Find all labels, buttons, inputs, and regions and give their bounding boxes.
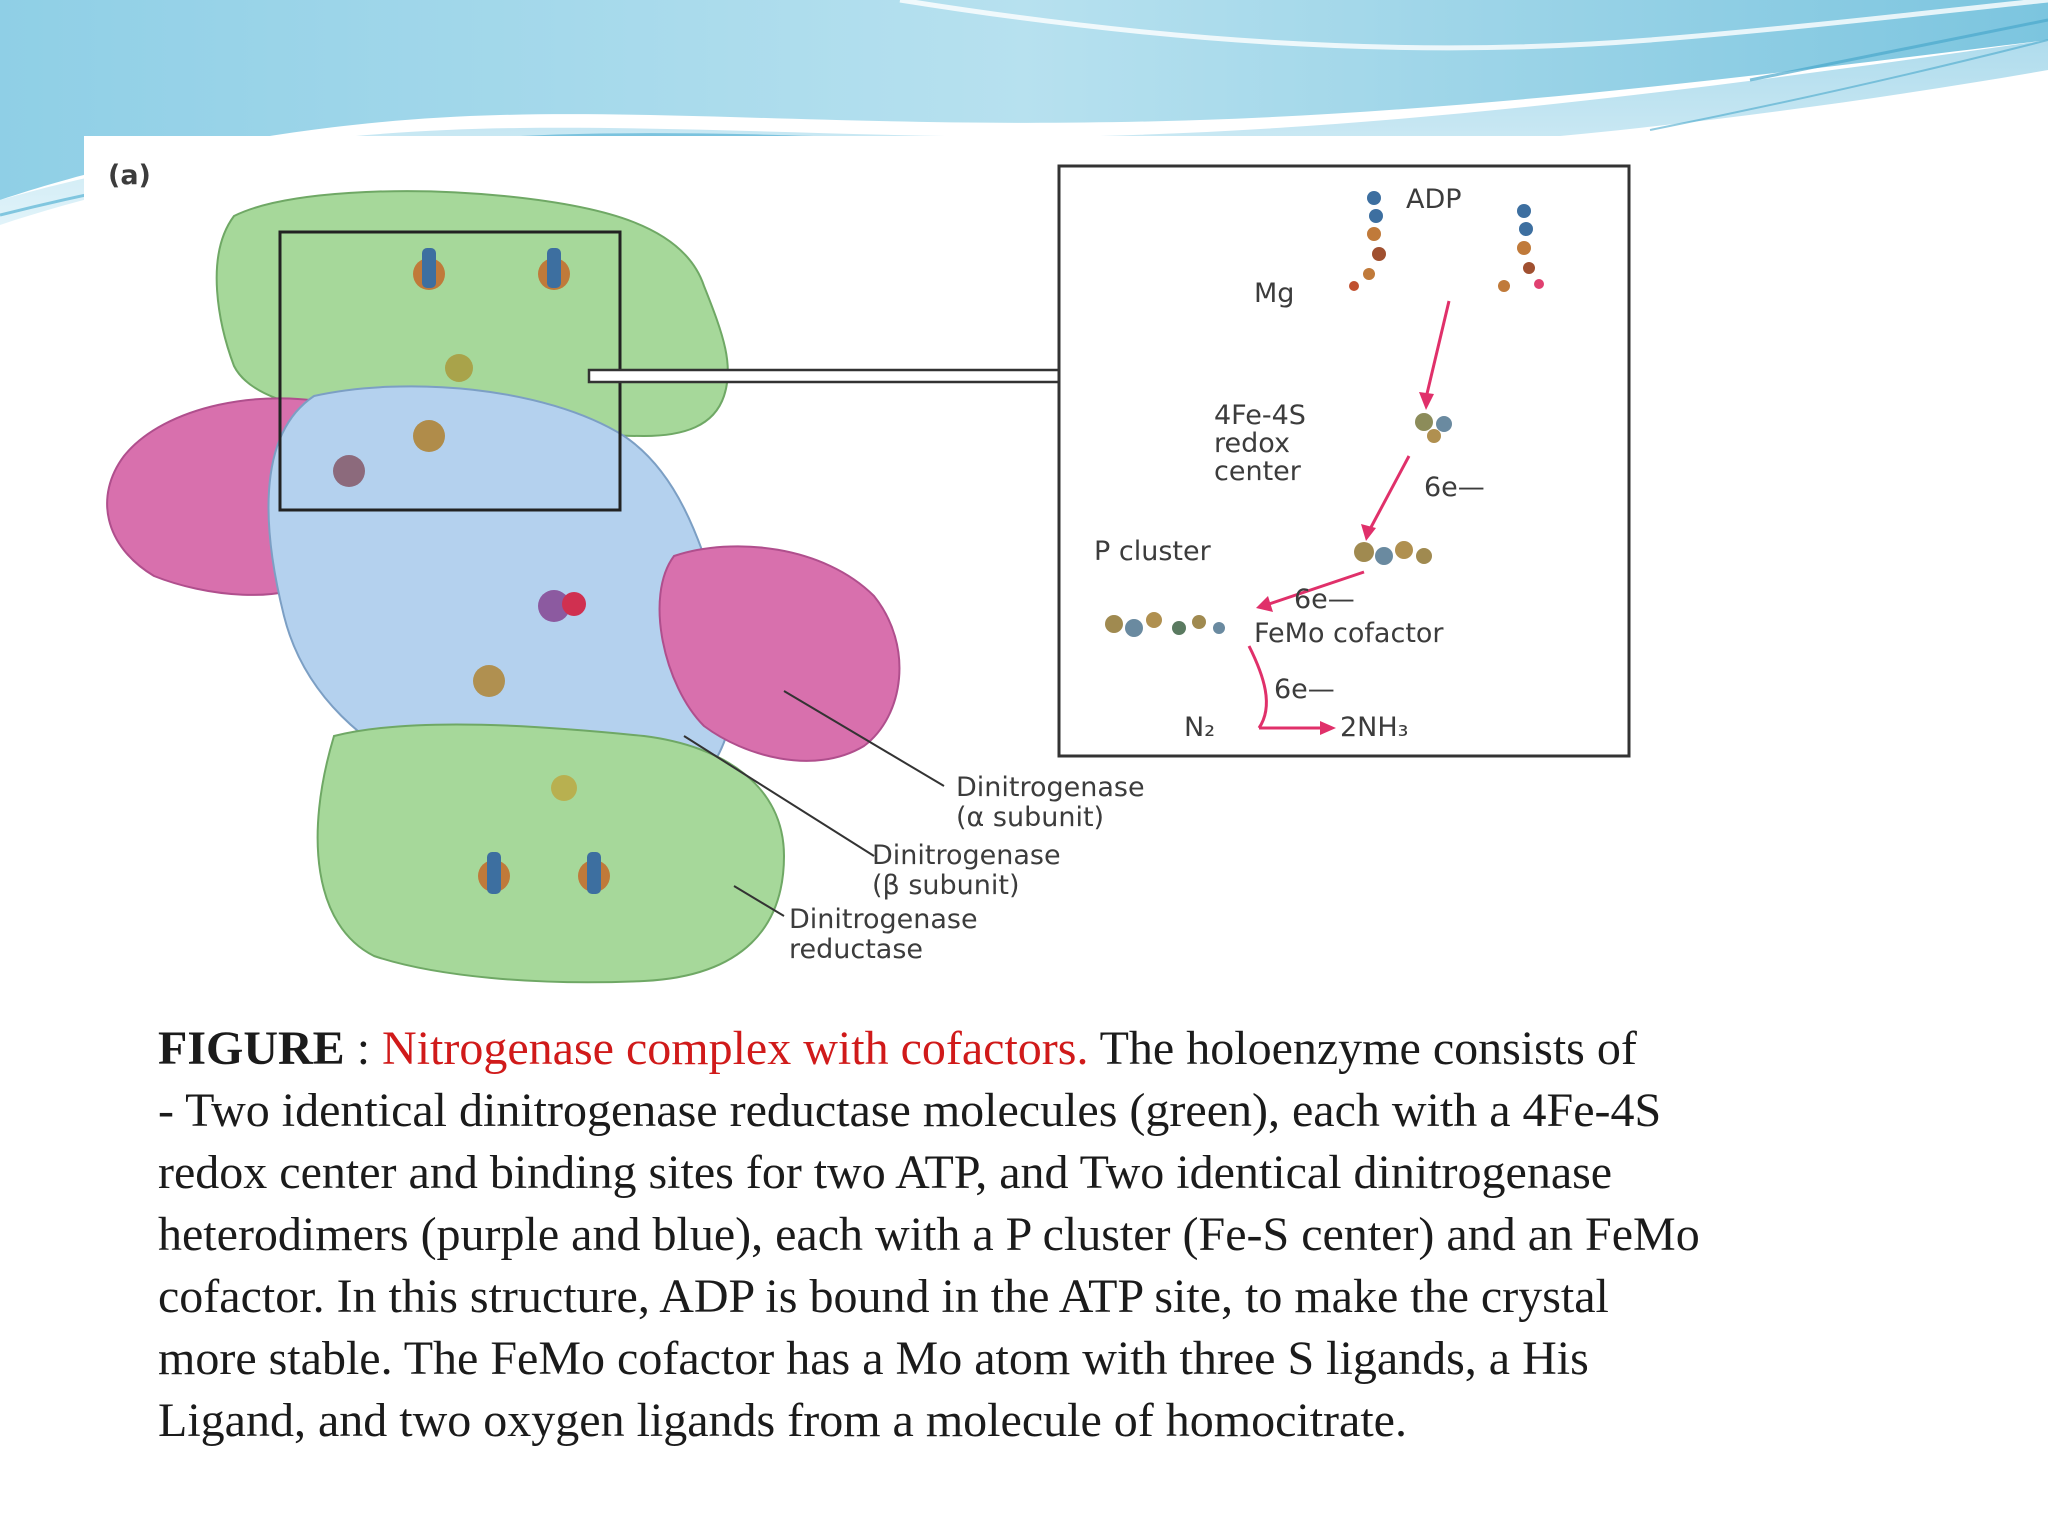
caption-line-1-rest: The holoenzyme consists of — [1088, 1022, 1637, 1075]
label-6e-3: 6e— — [1274, 674, 1335, 705]
label-4fe4s-line1: 4Fe-4S — [1214, 400, 1306, 431]
caption-line-7: Ligand, and two oxygen ligands from a molecule of homocitrate. — [158, 1394, 1407, 1447]
caption-line-6: more stable. The FeMo cofactor has a Mo atom with three S ligands, a His — [158, 1332, 1589, 1385]
label-adp: ADP — [1406, 184, 1462, 215]
subunit-labels — [789, 772, 1145, 965]
electron-transfer-inset — [1059, 166, 1629, 756]
label-4fe4s-line2: redox — [1214, 428, 1290, 459]
caption-line-3: redox center and binding sites for two ATP, and Two identical dinitrogenase — [158, 1146, 1613, 1199]
label-p-cluster: P cluster — [1094, 536, 1211, 567]
caption-title: Nitrogenase complex with cofactors. — [382, 1022, 1089, 1075]
label-femo-cofactor: FeMo cofactor — [1254, 618, 1444, 649]
caption-line-4: heterodimers (purple and blue), each with a P cluster (Fe-S center) and an FeMo — [158, 1208, 1700, 1261]
label-6e-1: 6e— — [1424, 472, 1485, 503]
label-6e-2: 6e— — [1294, 584, 1355, 615]
reductase-bottom-shape — [318, 724, 784, 982]
nitrogenase-figure — [84, 136, 1724, 1006]
caption-line-2: - Two identical dinitrogenase reductase molecules (green), each with a 4Fe-4S — [158, 1084, 1662, 1137]
caption-line-5: cofactor. In this structure, ADP is bound in the ATP site, to make the crystal — [158, 1270, 1609, 1323]
label-mg: Mg — [1254, 278, 1295, 309]
label-reductase-line1: Dinitrogenase — [789, 904, 978, 935]
panel-label: (a) — [108, 160, 151, 191]
caption-separator: : — [344, 1022, 383, 1075]
caption-line-1 — [158, 1018, 1958, 1080]
label-4fe4s-line3: center — [1214, 456, 1301, 487]
label-reductase-line2: reductase — [789, 934, 924, 965]
figure-caption — [158, 1018, 1958, 1452]
label-beta-line2: (β subunit) — [872, 870, 1020, 901]
protein-complex-structure — [107, 191, 944, 982]
label-n2: N₂ — [1184, 712, 1216, 743]
nitrogenase-figure-svg — [84, 136, 1724, 1006]
caption-figure-label: FIGURE — [158, 1022, 345, 1075]
label-beta-line1: Dinitrogenase — [872, 840, 1061, 871]
label-alpha-line1: Dinitrogenase — [956, 772, 1145, 803]
label-2nh3: 2NH₃ — [1340, 712, 1409, 743]
label-alpha-line2: (α subunit) — [956, 802, 1105, 833]
